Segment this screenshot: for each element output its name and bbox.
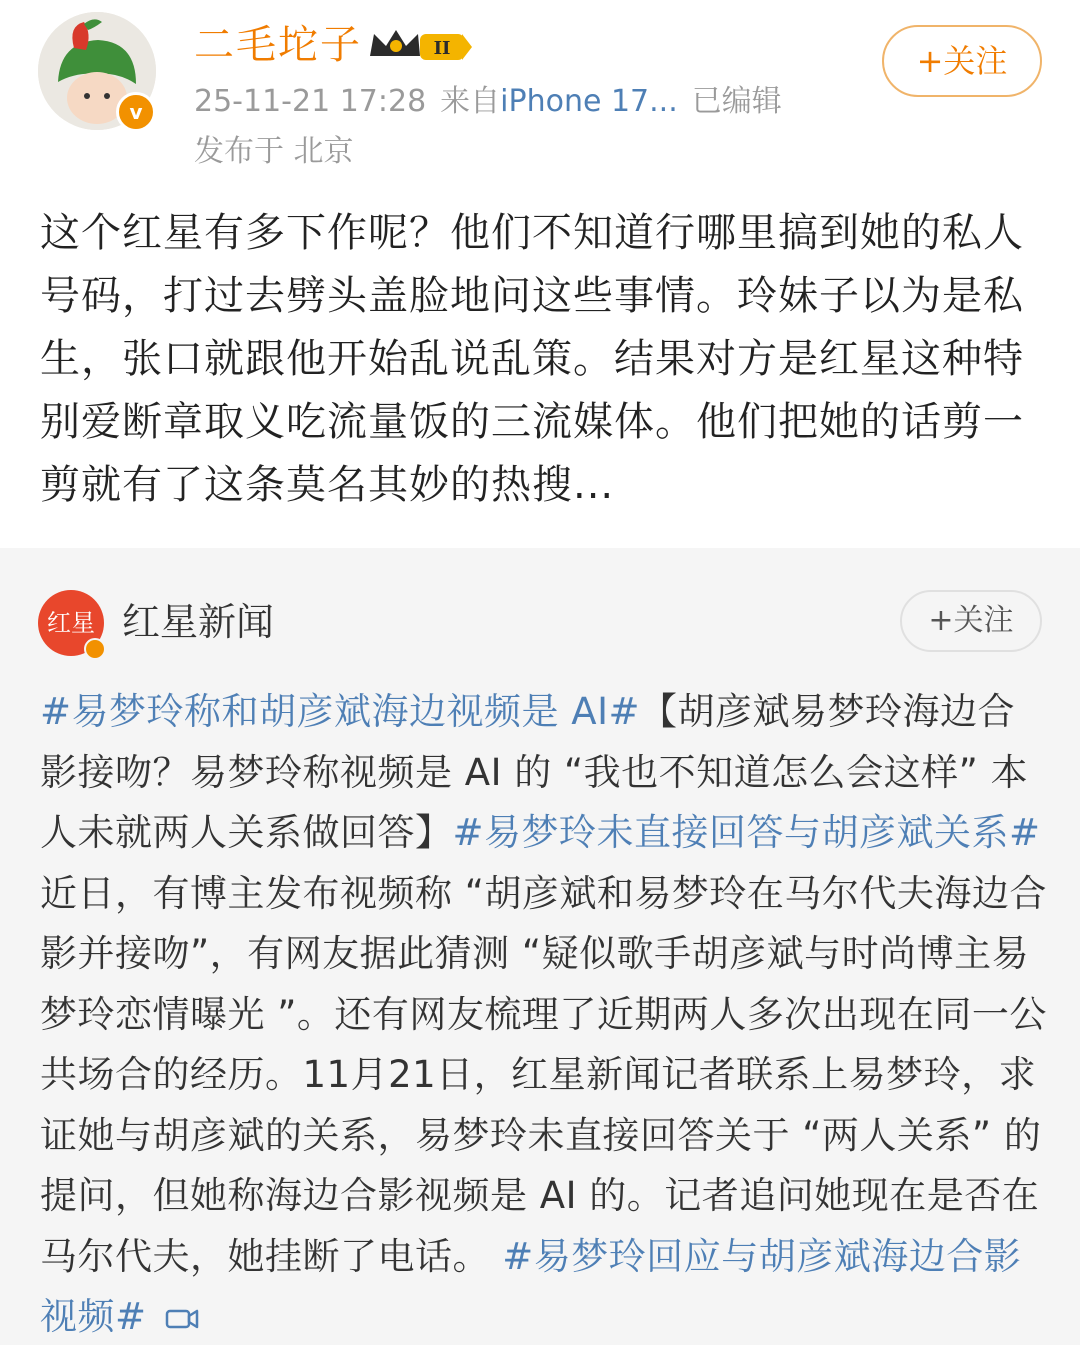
repost-text [40,682,1050,1348]
rank-crown-icon [366,26,476,66]
video-link-icon[interactable] [165,1306,199,1332]
repost-follow-button[interactable]: +关注 [900,590,1042,652]
weibo-post [0,0,1080,548]
hashtag-link[interactable]: #易梦玲未直接回答与胡彦斌关系# [452,811,1041,854]
username[interactable]: 二毛坨子 [194,22,362,68]
post-meta [194,80,782,124]
post-timestamp: 25-11-21 17:28 [194,84,427,119]
from-label: 来自 [440,84,501,119]
device-link[interactable]: iPhone 17... [500,84,678,119]
verified-badge-icon [84,638,106,660]
edited-label[interactable]: 已编辑 [691,84,782,119]
rank-badge-text: II [433,38,451,59]
follow-button[interactable]: +关注 [882,25,1042,97]
reposted-card[interactable] [0,548,1080,1345]
verified-badge-icon: v [116,92,156,132]
hashtag-link[interactable]: #易梦玲回应与胡彦斌海边合影视频# [40,1234,1022,1338]
repost-text-segment: 【胡彦斌易梦玲海边合影接吻？易梦玲称视频是 AI 的 “我也不知道怎么会这样” 本人未就两人关系做回答】 [40,690,1029,854]
post-location: 发布于 北京 [194,134,354,169]
hashtag-link[interactable]: #易梦玲称和胡彦斌海边视频是 AI# [40,690,640,733]
post-text: 这个红星有多下作呢？他们不知道行哪里搞到她的私人号码，打过去劈头盖脸地问这些事情。玲妹子以为是私生，张口就跟他开始乱说乱策。结果对方是红星这种特别爱断章取义吃流量饭的三流媒体。他们把她的话剪一剪就有了这条莫名其妙的热搜... [40,210,1024,508]
repost-text-segment: 近日，有博主发布视频称 “胡彦斌和易梦玲在马尔代夫海边合影并接吻”，有网友据此猜测 “疑似歌手胡彦斌与时尚博主易梦玲恋情曝光 ”。还有网友梳理了近期两人多次出现在同一公共场合的经历。11月21日，红星新闻记者联系上易梦玲，求证她与胡彦斌的关系，易梦玲未直接回答关于 “两人关系” 的提问，但她称海边合影视频是 AI 的。记者追问她现在是否在马尔代夫，她挂断了电话。 [40,871,1047,1278]
repost-author[interactable]: 红星新闻 [122,600,275,644]
media-logo-icon: 红星 [47,609,95,637]
